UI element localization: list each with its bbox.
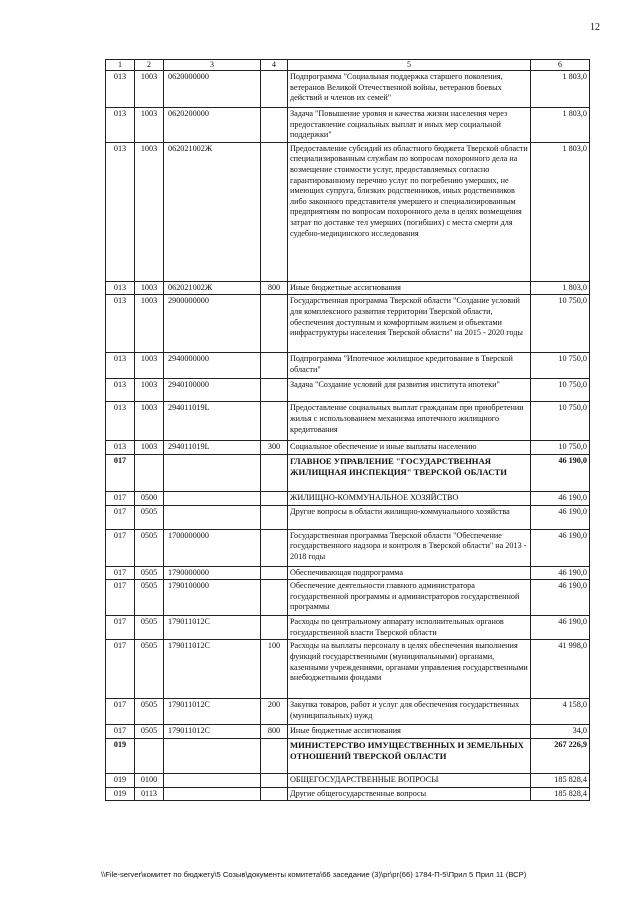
- table-row: [106, 353, 590, 379]
- cell-c4: 200: [261, 699, 288, 725]
- table-row: [106, 441, 590, 455]
- cell-c5: ОБЩЕГОСУДАРСТВЕННЫЕ ВОПРОСЫ: [288, 773, 531, 787]
- table-row: [106, 71, 590, 108]
- cell-c3: 1790100000: [164, 580, 261, 616]
- cell-c4: [261, 616, 288, 640]
- cell-c3: [164, 773, 261, 787]
- cell-c1: 013: [106, 295, 135, 353]
- cell-c2: 0505: [135, 640, 164, 699]
- cell-c1: 017: [106, 491, 135, 505]
- budget-table: [105, 59, 590, 801]
- cell-c3: 2940100000: [164, 379, 261, 402]
- cell-c1: 017: [106, 580, 135, 616]
- cell-c2: 1003: [135, 108, 164, 143]
- cell-c4: [261, 402, 288, 441]
- cell-c6: 10 750,0: [531, 379, 590, 402]
- cell-c3: [164, 491, 261, 505]
- cell-c1: 013: [106, 353, 135, 379]
- cell-c2: 1003: [135, 71, 164, 108]
- cell-c3: 179011012С: [164, 640, 261, 699]
- cell-c3: [164, 738, 261, 773]
- cell-c4: [261, 566, 288, 580]
- cell-c1: 017: [106, 505, 135, 529]
- cell-c6: 46 190,0: [531, 505, 590, 529]
- cell-c4: 800: [261, 281, 288, 295]
- cell-c5: Подпрограмма "Ипотечное жилищное кредитование в Тверской области": [288, 353, 531, 379]
- cell-c5: Обеспечение деятельности главного администратора государственной программы и администраторов государственной программы: [288, 580, 531, 616]
- cell-c4: [261, 71, 288, 108]
- cell-c1: 019: [106, 787, 135, 801]
- cell-c2: 1003: [135, 353, 164, 379]
- cell-c6: 10 750,0: [531, 441, 590, 455]
- cell-c2: 0505: [135, 725, 164, 739]
- cell-c3: 179011012С: [164, 616, 261, 640]
- cell-c4: [261, 379, 288, 402]
- cell-c2: 1003: [135, 441, 164, 455]
- table-row: [106, 725, 590, 739]
- table-row: [106, 580, 590, 616]
- cell-c4: [261, 580, 288, 616]
- cell-c2: [135, 738, 164, 773]
- table-row: [106, 566, 590, 580]
- cell-c5: Социальное обеспечение и иные выплаты населению: [288, 441, 531, 455]
- cell-c1: 017: [106, 640, 135, 699]
- cell-c5: Государственная программа Тверской области "Обеспечение государственного надзора и контроля в Тверской области" на 2013 - 2018 годы: [288, 529, 531, 566]
- cell-c6: 10 750,0: [531, 295, 590, 353]
- table-row: [106, 281, 590, 295]
- cell-c1: 017: [106, 566, 135, 580]
- cell-c1: 017: [106, 454, 135, 491]
- cell-c5: Государственная программа Тверской области "Создание условий для комплексного развития территории Тверской области, обеспечения доступным и комфортным жильем и объектами инфраструктуры населения Тверской области" на 2015 - 2020 годы: [288, 295, 531, 353]
- cell-c1: 017: [106, 699, 135, 725]
- cell-c4: 800: [261, 725, 288, 739]
- cell-c5: Предоставление социальных выплат гражданам при приобретении жилья с использованием механизма ипотечного жилищного кредитования: [288, 402, 531, 441]
- cell-c6: 1 803,0: [531, 281, 590, 295]
- cell-c1: 017: [106, 616, 135, 640]
- cell-c6: 10 750,0: [531, 402, 590, 441]
- cell-c5: Расходы на выплаты персоналу в целях обеспечения выполнения функций государственными (муниципальными) органами, казенными учреждениями, органами управления государственными внебюджетными фондами: [288, 640, 531, 699]
- cell-c3: [164, 454, 261, 491]
- cell-c4: [261, 142, 288, 281]
- cell-c3: 2900000000: [164, 295, 261, 353]
- cell-c1: 013: [106, 379, 135, 402]
- cell-c2: 0505: [135, 529, 164, 566]
- cell-c4: [261, 529, 288, 566]
- cell-c6: 34,0: [531, 725, 590, 739]
- column-header: 1: [106, 60, 135, 71]
- cell-c5: Подпрограмма "Социальная поддержка старшего поколения, ветеранов Великой Отечественной войны, ветеранов боевых действий и членов их семей": [288, 71, 531, 108]
- table-row: [106, 787, 590, 801]
- table-row: [106, 295, 590, 353]
- cell-c2: 0505: [135, 566, 164, 580]
- cell-c6: 46 190,0: [531, 616, 590, 640]
- cell-c2: 0113: [135, 787, 164, 801]
- cell-c4: [261, 491, 288, 505]
- column-header: 4: [261, 60, 288, 71]
- cell-c5: Предоставление субсидий из областного бюджета Тверской области специализированным службам по вопросам похоронного дела на возмещение стоимости услуг, предоставляемых согласно гарантированному перечню услуг по погребению умерших, не имеющих супруга, близких родственников, иных родственников либо законного представителя умершего и специализированным предприятиям по вопросам похоронного дела в целях возмещения затрат по доставке тел умерших (погибших) с места смерти для судебно-медицинского исследования: [288, 142, 531, 281]
- cell-c4: [261, 738, 288, 773]
- cell-c5: Иные бюджетные ассигнования: [288, 281, 531, 295]
- cell-c1: 017: [106, 725, 135, 739]
- cell-c4: [261, 454, 288, 491]
- cell-c6: 4 158,0: [531, 699, 590, 725]
- cell-c6: 1 803,0: [531, 108, 590, 143]
- cell-c2: 0505: [135, 699, 164, 725]
- cell-c2: 0505: [135, 580, 164, 616]
- cell-c6: 267 226,9: [531, 738, 590, 773]
- cell-c3: 2940000000: [164, 353, 261, 379]
- column-header: 5: [288, 60, 531, 71]
- table-row: [106, 773, 590, 787]
- table-row: [106, 454, 590, 491]
- table-row: [106, 616, 590, 640]
- cell-c4: [261, 773, 288, 787]
- cell-c6: 10 750,0: [531, 353, 590, 379]
- header-row: [106, 60, 590, 71]
- cell-c2: 1003: [135, 142, 164, 281]
- cell-c3: 179011012С: [164, 725, 261, 739]
- cell-c1: 013: [106, 142, 135, 281]
- cell-c6: 1 803,0: [531, 142, 590, 281]
- table-row: [106, 505, 590, 529]
- cell-c6: 46 190,0: [531, 491, 590, 505]
- cell-c4: [261, 787, 288, 801]
- table-row: [106, 379, 590, 402]
- cell-c2: 0100: [135, 773, 164, 787]
- cell-c5: Иные бюджетные ассигнования: [288, 725, 531, 739]
- cell-c3: 1790000000: [164, 566, 261, 580]
- cell-c4: [261, 108, 288, 143]
- cell-c6: 46 190,0: [531, 580, 590, 616]
- cell-c5: ГЛАВНОЕ УПРАВЛЕНИЕ "ГОСУДАРСТВЕННАЯ ЖИЛИЩНАЯ ИНСПЕКЦИЯ" ТВЕРСКОЙ ОБЛАСТИ: [288, 454, 531, 491]
- cell-c6: 1 803,0: [531, 71, 590, 108]
- cell-c3: 0620200000: [164, 108, 261, 143]
- table-row: [106, 108, 590, 143]
- cell-c2: 0500: [135, 491, 164, 505]
- cell-c3: 294011019L: [164, 402, 261, 441]
- cell-c2: 0505: [135, 505, 164, 529]
- table-row: [106, 402, 590, 441]
- cell-c2: 1003: [135, 295, 164, 353]
- cell-c3: 179011012С: [164, 699, 261, 725]
- cell-c1: 017: [106, 529, 135, 566]
- column-header: 6: [531, 60, 590, 71]
- cell-c5: Обеспечивающая подпрограмма: [288, 566, 531, 580]
- cell-c4: [261, 353, 288, 379]
- cell-c2: 1003: [135, 379, 164, 402]
- cell-c4: [261, 505, 288, 529]
- table-row: [106, 640, 590, 699]
- cell-c1: 013: [106, 441, 135, 455]
- cell-c4: 300: [261, 441, 288, 455]
- cell-c1: 013: [106, 281, 135, 295]
- cell-c6: 41 998,0: [531, 640, 590, 699]
- column-header: 2: [135, 60, 164, 71]
- cell-c2: [135, 454, 164, 491]
- cell-c4: 100: [261, 640, 288, 699]
- cell-c2: 0505: [135, 616, 164, 640]
- cell-c3: [164, 505, 261, 529]
- cell-c5: Другие вопросы в области жилищно-коммунального хозяйства: [288, 505, 531, 529]
- cell-c1: 013: [106, 402, 135, 441]
- cell-c6: 46 190,0: [531, 529, 590, 566]
- cell-c2: 1003: [135, 402, 164, 441]
- cell-c1: 013: [106, 71, 135, 108]
- cell-c5: Закупка товаров, работ и услуг для обеспечения государственных (муниципальных) нужд: [288, 699, 531, 725]
- cell-c1: 013: [106, 108, 135, 143]
- cell-c5: ЖИЛИЩНО-КОММУНАЛЬНОЕ ХОЗЯЙСТВО: [288, 491, 531, 505]
- cell-c3: [164, 787, 261, 801]
- cell-c6: 46 190,0: [531, 454, 590, 491]
- cell-c6: 185 828,4: [531, 787, 590, 801]
- cell-c6: 46 190,0: [531, 566, 590, 580]
- page-number: 12: [590, 22, 600, 33]
- cell-c3: 294011019L: [164, 441, 261, 455]
- cell-c3: 0620000000: [164, 71, 261, 108]
- cell-c3: 062021002Ж: [164, 142, 261, 281]
- cell-c5: Расходы по центральному аппарату исполнительных органов государственной власти Тверской области: [288, 616, 531, 640]
- cell-c5: Другие общегосударственные вопросы: [288, 787, 531, 801]
- table-row: [106, 699, 590, 725]
- table-row: [106, 142, 590, 281]
- cell-c4: [261, 295, 288, 353]
- file-path-footer: \\File-server\комитет по бюджету\5 Созыв\документы комитета\66 заседание (3)\рг\рг(66) 1784-П-5\Прил 5 Прил 11 (ВСР): [101, 870, 527, 879]
- cell-c5: МИНИСТЕРСТВО ИМУЩЕСТВЕННЫХ И ЗЕМЕЛЬНЫХ ОТНОШЕНИЙ ТВЕРСКОЙ ОБЛАСТИ: [288, 738, 531, 773]
- cell-c1: 019: [106, 773, 135, 787]
- cell-c3: 062021002Ж: [164, 281, 261, 295]
- cell-c2: 1003: [135, 281, 164, 295]
- cell-c6: 185 828,4: [531, 773, 590, 787]
- cell-c5: Задача "Создание условий для развития института ипотеки": [288, 379, 531, 402]
- table-row: [106, 491, 590, 505]
- column-header: 3: [164, 60, 261, 71]
- table-row: [106, 738, 590, 773]
- cell-c5: Задача "Повышение уровня и качества жизни населения через предоставление социальных выплат и иных мер социальной поддержки": [288, 108, 531, 143]
- cell-c3: 1700000000: [164, 529, 261, 566]
- cell-c1: 019: [106, 738, 135, 773]
- table-row: [106, 529, 590, 566]
